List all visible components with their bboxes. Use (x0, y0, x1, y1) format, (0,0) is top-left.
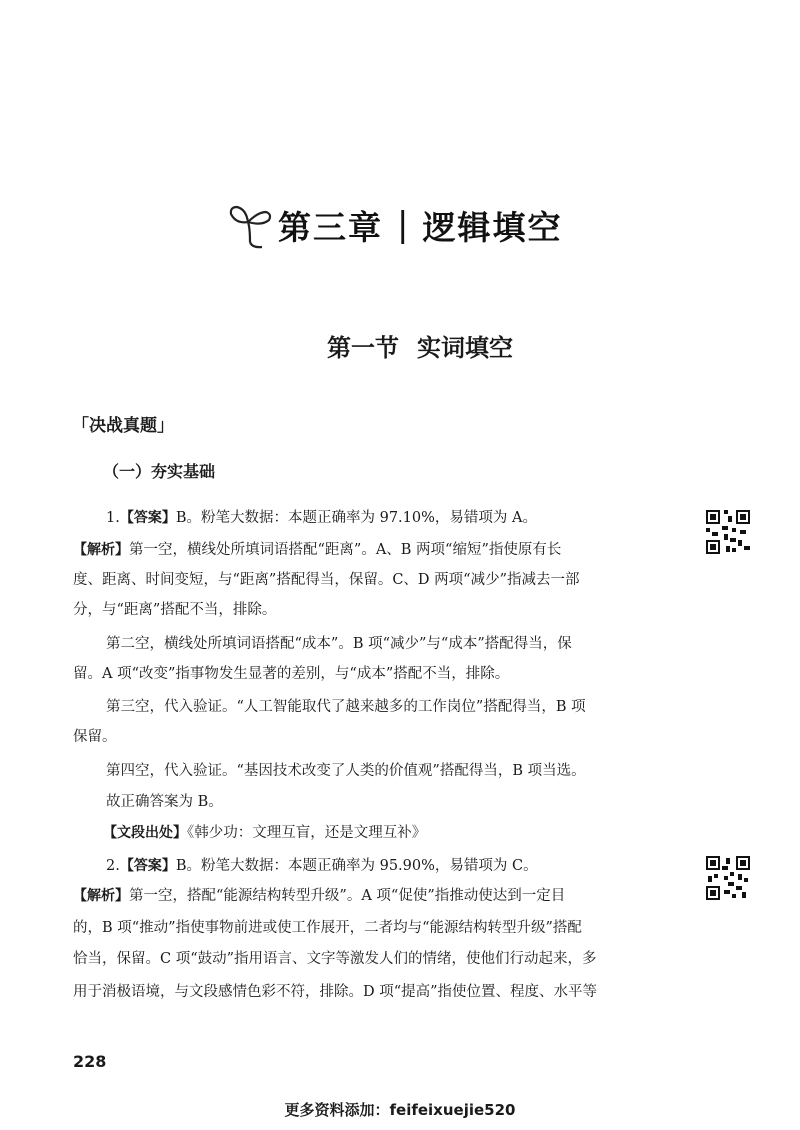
sub-title: （一）夯实基础 (103, 462, 216, 481)
q1-answer-tag: 【答案】 (119, 510, 176, 526)
section-title (0, 328, 800, 363)
q1-source-tag: 【文段出处】 (103, 825, 187, 841)
chapter-separator: | (397, 205, 409, 245)
q1-source-text: 《韩少功：文理互盲，还是文理互补》 (187, 825, 427, 841)
q1-analysis-line-4: 第二空，横线处所填词语搭配“成本”。B 项“减少”与“成本”搭配得当，保 (106, 636, 572, 652)
q1-analysis-line-3: 分，与“距离”搭配不当，排除。 (73, 602, 277, 618)
chapter-heading (228, 190, 562, 260)
q1-number: 1. (106, 510, 120, 526)
qr-code-icon[interactable] (704, 854, 752, 902)
q1-analysis-tag: 【解析】 (73, 542, 129, 558)
q2-answer-tag: 【答案】 (119, 858, 176, 874)
q1-analysis-line-2: 度、距离、时间变短，与“距离”搭配得当，保留。C、D 两项“减少”指减去一部 (73, 572, 580, 588)
q2-analysis-line-2: 的，B 项“推动”指使事物前进或使工作展开，二者均与“能源结构转型升级”搭配 (73, 920, 582, 936)
chapter-label: 第三章 (278, 207, 383, 247)
footer-note: 更多资料添加：feifeixuejie520 (284, 1101, 516, 1119)
q2-analysis-line-3: 恰当，保留。C 项“鼓动”指用语言、文字等激发人们的情绪，使他们行动起来，多 (73, 951, 597, 967)
qr-code-icon[interactable] (704, 508, 752, 556)
q1-conclusion: 故正确答案为 B。 (106, 794, 223, 810)
chapter-name: 逻辑填空 (422, 207, 563, 247)
q1-answer-text: B。粉笔大数据：本题正确率为 97.10%，易错项为 A。 (175, 510, 537, 526)
q2-answer-text: B。粉笔大数据：本题正确率为 95.90%，易错项为 C。 (175, 858, 538, 874)
q2-analysis-line-4: 用于消极语境，与文段感情色彩不符，排除。D 项“提高”指使位置、程度、水平等 (73, 984, 598, 1000)
page-number: 228 (73, 1052, 107, 1071)
bracket-title: 「决战真题」 (72, 416, 174, 436)
q1-analysis-line-1: 【解析】第一空，横线处所填词语搭配“距离”。A、B 两项“缩短”指使原有长 (73, 542, 562, 558)
q1-analysis-line-5: 留。A 项“改变”指事物发生显著的差别，与“成本”搭配不当，排除。 (73, 666, 510, 682)
q1-source-line (103, 823, 426, 843)
q1-analysis-line-7: 保留。 (73, 729, 117, 745)
q2-answer-line (106, 856, 538, 876)
section-label: 第一节 (327, 334, 399, 362)
q1-analysis-line-8: 第四空，代入验证。“基因技术改变了人类的价值观”搭配得当，B 项当选。 (106, 763, 586, 779)
section-name: 实词填空 (417, 334, 513, 362)
q2-analysis-tag: 【解析】 (73, 888, 129, 904)
sprout-icon (228, 198, 274, 252)
q2-analysis-line-1: 【解析】第一空，搭配“能源结构转型升级”。A 项“促使”指推动使达到一定目 (73, 888, 566, 904)
q1-analysis-line-6: 第三空，代入验证。“人工智能取代了越来越多的工作岗位”搭配得当，B 项 (106, 699, 586, 715)
q2-number: 2. (106, 858, 120, 874)
q1-answer-line (106, 508, 537, 528)
